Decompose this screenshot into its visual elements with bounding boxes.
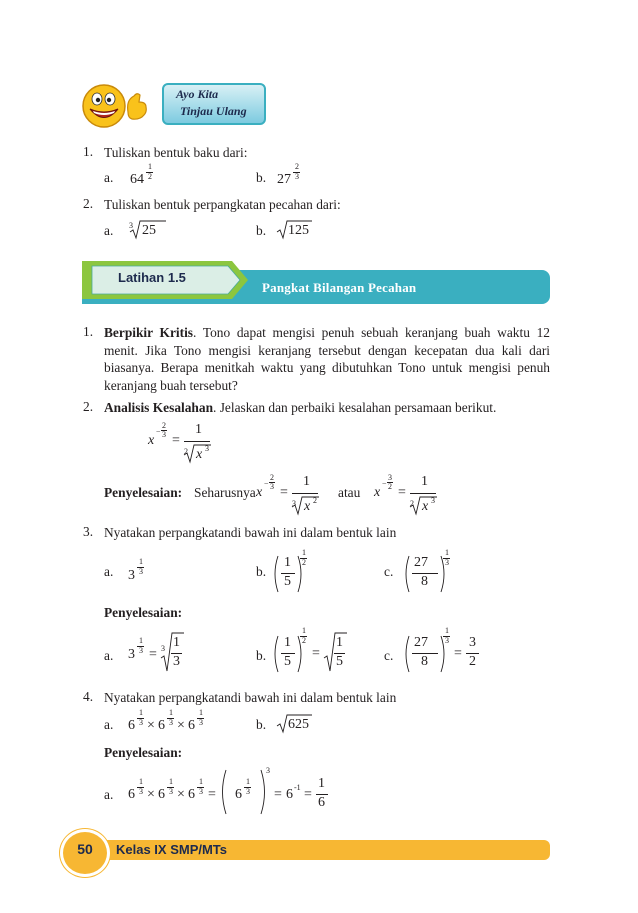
p4sa-times-1: × [147,787,155,802]
review-q1-a-expression [130,160,170,190]
review-section-box [162,83,266,125]
p3sa-rad-num: 1 [173,635,180,650]
p4a-base-1: 6 [128,718,135,733]
s2-radicand-exp: 3 [431,496,435,505]
problem-3-sol-b-label: b. [256,648,267,663]
s1-den: 3 [270,482,274,491]
p3sb-frac-den: 5 [284,654,291,669]
eq-radicand-exp: 3 [205,444,209,453]
p3sc-exp-den: 3 [445,636,449,645]
problem-3-sol-b-expression [272,622,352,678]
problem-3-sol-a-expression [128,628,188,678]
footer-title: Kelas IX SMP/MTs [116,842,228,857]
problem-4-sol-a-expression [128,764,318,820]
problem-2-paragraph [104,399,550,417]
p4sa-base-2: 6 [158,787,165,802]
p3sc-result-den: 2 [469,654,476,669]
p3a-exp-den: 3 [139,567,143,576]
p4sa-equals-2: = [274,787,282,802]
p4a-exp-num-3: 1 [199,708,203,717]
problem-1-paragraph [104,324,550,394]
s2-sign: − [382,479,387,488]
exercise-tab-label: Latihan 1.5 [118,270,186,285]
p4a-base-3: 6 [188,718,195,733]
eq-root-index: 2 [184,447,188,456]
p3b-exp-num: 1 [302,548,306,557]
s1-root-index: 3 [292,499,296,508]
p3c-frac-den: 8 [421,574,428,589]
review-q1-b-exp-num: 2 [295,162,299,171]
p4sa-outer-exp: 3 [266,766,270,775]
problem-3-b-expression [272,548,312,598]
review-q1-b-base: 27 [277,172,291,187]
problem-4-a-label: a. [104,717,114,732]
problem-4-a-expression [128,708,218,740]
review-q2-a-radicand: 25 [142,223,156,238]
review-q1-number: 1. [83,144,94,159]
p3sb-equals: = [312,646,320,661]
review-q2-number: 2. [83,196,94,211]
p4a-exp-den-2: 3 [169,718,173,727]
p4a-exp-num-1: 1 [139,708,143,717]
p4a-times-1: × [147,718,155,733]
p3b-frac-den: 5 [284,574,291,589]
p4sa-equals-1: = [208,787,216,802]
p4sa-final-num: 1 [318,776,325,791]
p4a-exp-den-1: 3 [139,718,143,727]
p4sa-exp-den-2: 3 [169,787,173,796]
problem-4-text: Nyatakan perpangkatandi bawah ini dalam bentuk lain [104,690,397,705]
problem-4-number: 4. [83,689,94,704]
eq-numerator: 1 [195,422,202,437]
review-title-line2: Tinjau Ulang [180,104,247,118]
p4sa-base-3: 6 [188,787,195,802]
problem-3-text: Nyatakan perpangkatandi bawah ini dalam bentuk lain [104,525,397,540]
p4sa-equals-3: = [304,787,312,802]
problem-2-number: 2. [83,399,94,414]
eq-exp-sign: − [156,427,161,436]
p4sa-exp-num-1: 1 [139,777,143,786]
problem-3-a-label: a. [104,564,114,579]
p4b-radicand: 625 [288,717,309,732]
review-title-line1: Ayo Kita [176,87,219,101]
s2-num: 3 [388,473,392,482]
p3a-exp-num: 1 [139,557,143,566]
review-q2-b-radicand: 125 [288,223,309,238]
p4a-times-2: × [177,718,185,733]
review-q1-a-exp-den: 2 [148,172,152,181]
p3sc-frac-den: 8 [421,654,428,669]
p3c-exp-den: 3 [445,558,449,567]
problem-4-solution-label: Penyelesaian: [104,745,183,760]
review-q2-b-radical [276,218,316,242]
problem-2-solution-or: atau [338,485,361,500]
p4a-exp-den-3: 3 [199,718,203,727]
s1-num: 2 [270,473,274,482]
p4sa-times-2: × [177,787,185,802]
problem-4-sol-a-final [316,772,330,812]
p3sa-base: 3 [128,647,135,662]
review-q2-a-root-index: 3 [129,221,133,230]
problem-2-solution-label: Penyelesaian: [104,485,183,500]
problem-2-solution-eq2 [374,472,440,522]
p3sa-exp-den: 3 [139,646,143,655]
review-q1-a-exp-num: 1 [148,162,152,171]
s1-sign: − [264,479,269,488]
p4sa-result-base: 6 [286,787,293,802]
s2-radicand-var: x [422,499,429,514]
p3sc-exp-num: 1 [445,626,449,635]
problem-3-b-label: b. [256,564,267,579]
p4sa-inner-exp-den: 3 [246,787,250,796]
s1-radicand-var: x [304,499,311,514]
p4sa-final-den: 6 [318,795,325,810]
p3sc-result-num: 3 [469,635,476,650]
smiley-thumbs-up-icon [82,82,162,130]
problem-1-text: . Tono dapat mengisi penuh sebuah keranjang buah waktu 12 menit. Jika Tono mengisi keranjang tersebut dengan kecepatan dua kali dari biasanya. Berapa menitkah waktu yang dibutuhkan Tono untuk mengisi penuh keranjang buah tersebut? [104,325,550,393]
p4sa-exp-num-2: 1 [169,777,173,786]
eq-var: x [148,433,155,448]
footer-page-number: 50 [77,841,93,857]
p3sb-rad-den: 5 [336,654,343,669]
exercise-title: Pangkat Bilangan Pecahan [262,280,417,295]
p3sa-rad-den: 3 [173,654,180,669]
problem-3-c-expression [403,548,455,598]
review-q2-a-label: a. [104,223,114,238]
problem-3-a-expression [128,556,158,586]
eq-exp-den: 3 [162,430,166,439]
p4sa-result-exp: -1 [294,783,301,792]
review-q1-b-exp-den: 3 [295,172,299,181]
eq-exp-num: 2 [162,421,166,430]
problem-2-text: . Jelaskan dan perbaiki kesalahan persamaan berikut. [213,400,497,415]
s1-var: x [256,485,263,500]
p4sa-inner-base: 6 [235,787,242,802]
s1-equals: = [280,485,288,500]
problem-4-sol-a-label: a. [104,787,114,802]
p4sa-base-1: 6 [128,787,135,802]
p3b-exp-den: 2 [302,558,306,567]
problem-1-lead: Berpikir Kritis [104,325,194,340]
problem-2-equation [148,420,218,470]
s2-equals: = [398,485,406,500]
problem-3-sol-a-label: a. [104,648,114,663]
p3sa-root-index: 3 [161,644,165,653]
p3a-base: 3 [128,568,135,583]
review-q2-text: Tuliskan bentuk perpangkatan pecahan dari: [104,197,341,212]
p3sb-exp-den: 2 [302,636,306,645]
eq-radicand-var: x [196,447,203,462]
review-q1-b-expression [277,160,317,190]
s2-den: 2 [388,482,392,491]
problem-3-c-label: c. [384,564,394,579]
p4sa-exp-den-1: 3 [139,787,143,796]
problem-3-number: 3. [83,524,94,539]
p4sa-exp-num-3: 1 [199,777,203,786]
eq-equals: = [172,433,180,448]
problem-3-sol-c-label: c. [384,648,394,663]
p3sa-equals: = [149,647,157,662]
s1-radicand-exp: 2 [313,496,317,505]
problem-1-number: 1. [83,324,94,339]
p3c-frac-num: 27 [414,555,428,570]
s1-numerator: 1 [303,474,310,489]
p4sa-exp-den-3: 3 [199,787,203,796]
problem-3-solution-label: Penyelesaian: [104,605,183,620]
p4a-exp-num-2: 1 [169,708,173,717]
p4a-base-2: 6 [158,718,165,733]
review-q2-b-label: b. [256,223,267,238]
p3sb-frac-num: 1 [284,635,291,650]
p4sa-inner-exp-num: 1 [246,777,250,786]
review-q1-b-label: b. [256,170,267,185]
review-q1-a-base: 64 [130,172,144,187]
p3sa-exp-num: 1 [139,636,143,645]
p3c-exp-num: 1 [445,548,449,557]
problem-3-sol-c-expression [403,622,483,678]
problem-2-solution-eq1 [256,472,322,522]
review-q1-a-label: a. [104,170,114,185]
p3sb-exp-num: 1 [302,626,306,635]
p3b-frac-num: 1 [284,555,291,570]
problem-4-b-radical [276,712,316,736]
s2-root-index: 2 [410,499,414,508]
p3sb-rad-num: 1 [336,635,343,650]
problem-2-lead: Analisis Kesalahan [104,400,214,415]
problem-4-b-label: b. [256,717,267,732]
s2-var: x [374,485,381,500]
problem-2-solution-text: Seharusnya [194,485,256,500]
s2-numerator: 1 [421,474,428,489]
review-q2-a-radical [128,218,168,242]
p3sc-frac-num: 27 [414,635,428,650]
p3sc-equals: = [454,646,462,661]
review-q1-text: Tuliskan bentuk baku dari: [104,145,248,160]
